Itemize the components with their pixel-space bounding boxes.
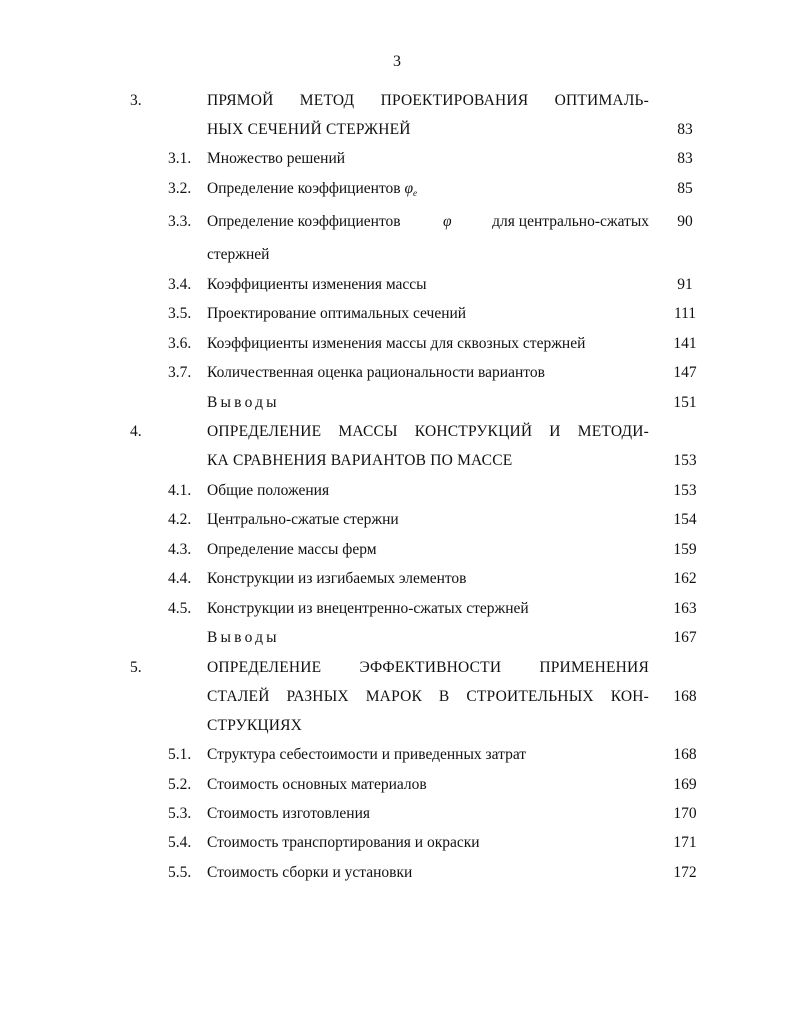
toc-section-4-1[interactable] [0,479,794,503]
page-ref: 154 [673,511,697,528]
page-ref: 167 [673,629,697,646]
section-title [207,177,649,205]
page-ref: 90 [677,213,693,230]
toc-section-3-5[interactable] [0,302,794,326]
page-ref: 169 [673,776,697,793]
page-ref: 171 [673,834,697,851]
page-ref: 153 [673,452,697,469]
chapter-title-line-2: СТАЛЕЙ РАЗНЫХ МАРОК В СТРОИТЕЛЬНЫХ КОН- [207,688,649,705]
section-title: Конструкции из изгибаемых элементов [207,570,467,587]
section-number: 3.7. [168,364,192,381]
toc-chapter-5[interactable] [0,656,794,680]
section-title: Определение массы ферм [207,541,377,558]
section-number: 5.5. [168,864,192,881]
toc-section-4-2[interactable] [0,508,794,532]
section-title: Центрально-сжатые стержни [207,511,399,528]
phi-symbol: φ [404,180,414,197]
section-number: 5.3. [168,805,192,822]
toc-section-4-3[interactable] [0,538,794,562]
section-title: Общие положения [207,482,330,499]
toc-section-3-4[interactable] [0,273,794,297]
toc-section-4-4[interactable] [0,567,794,591]
chapter-number: 5. [130,659,142,676]
section-number: 5.4. [168,834,192,851]
section-number: 3.1. [168,150,192,167]
page-ref: 83 [677,121,693,138]
phi-symbol: φ [443,213,452,230]
toc-section-3-2[interactable] [0,177,794,201]
section-number: 4.1. [168,482,192,499]
page-ref: 168 [673,688,697,705]
page-ref: 170 [673,805,697,822]
section-title: Количественная оценка рациональности вариантов [207,364,545,381]
page-ref: 159 [673,541,697,558]
page-ref: 85 [677,180,693,197]
toc-section-5-4[interactable] [0,831,794,855]
page-ref: 83 [677,150,693,167]
toc-chapter-4-cont[interactable] [0,449,794,473]
toc-section-5-3[interactable] [0,802,794,826]
page-ref: 111 [673,305,697,322]
page-ref: 141 [673,335,697,352]
toc-section-5-5[interactable] [0,861,794,885]
toc-chapter-3-cont[interactable] [0,118,794,142]
section-number: 3.6. [168,335,192,352]
toc-conclusions-3[interactable] [0,391,794,415]
section-number: 3.4. [168,276,192,293]
section-title: Стоимость основных материалов [207,776,427,793]
page-ref: 151 [673,394,697,411]
section-number: 4.5. [168,600,192,617]
toc-section-3-3-cont[interactable] [0,243,794,267]
section-title-part-b: для центрально-сжатых [492,213,649,230]
section-title: Коэффициенты изменения массы для сквозных стержней [207,335,586,352]
section-number: 4.4. [168,570,192,587]
section-number: 3.3. [168,213,192,230]
section-title: Стоимость изготовления [207,805,370,822]
section-title: Структура себестоимости и приведенных затрат [207,746,527,763]
chapter-title-line-1: ОПРЕДЕЛЕНИЕ МАССЫ КОНСТРУКЦИЙ И МЕТОДИ- [207,423,649,440]
toc-section-4-5[interactable] [0,597,794,621]
chapter-title-line-1: ОПРЕДЕЛЕНИЕ ЭФФЕКТИВНОСТИ ПРИМЕНЕНИЯ [207,659,649,676]
page-number: 3 [393,53,401,70]
section-title: Коэффициенты изменения массы [207,276,427,293]
chapter-title-line-3: СТРУКЦИЯХ [207,717,303,734]
section-number: 3.5. [168,305,192,322]
phi-subscript: e [413,188,418,198]
toc-section-3-6[interactable] [0,332,794,356]
section-number: 5.2. [168,776,192,793]
section-title: Конструкции из внецентренно-сжатых стержней [207,600,529,617]
toc-chapter-5-cont-2[interactable] [0,714,794,738]
page-ref: 153 [673,482,697,499]
toc-chapter-4[interactable] [0,420,794,444]
conclusions-title: Выводы [207,629,280,646]
chapter-number: 4. [130,423,142,440]
toc-section-3-1[interactable] [0,147,794,171]
section-title: Стоимость транспортирования и окраски [207,834,480,851]
toc-section-3-3[interactable] [0,210,794,234]
conclusions-title: Выводы [207,394,280,411]
toc-section-5-2[interactable] [0,773,794,797]
section-number: 4.3. [168,541,192,558]
page-ref: 163 [673,600,697,617]
section-title: Множество решений [207,150,346,167]
page-ref: 91 [677,276,693,293]
toc-section-5-1[interactable] [0,743,794,767]
page-ref: 162 [673,570,697,587]
section-number: 5.1. [168,746,192,763]
section-number: 4.2. [168,511,192,528]
chapter-title-line-1: ПРЯМОЙ МЕТОД ПРОЕКТИРОВАНИЯ ОПТИМАЛЬ- [207,92,649,109]
section-title-part-a: Определение коэффициентов [207,213,401,230]
page-ref: 147 [673,364,697,381]
section-title-text: Определение коэффициентов [207,180,401,197]
section-title: Проектирование оптимальных сечений [207,305,467,322]
page-ref: 172 [673,864,697,881]
section-title-line-2: стержней [207,246,270,263]
section-title: Стоимость сборки и установки [207,864,413,881]
chapter-title-line-2: КА СРАВНЕНИЯ ВАРИАНТОВ ПО МАССЕ [207,452,513,469]
section-number: 3.2. [168,180,192,197]
toc-chapter-5-cont[interactable] [0,685,794,709]
toc-chapter-3[interactable] [0,89,794,113]
chapter-number: 3. [130,92,142,109]
toc-section-3-7[interactable] [0,361,794,385]
toc-conclusions-4[interactable] [0,626,794,650]
page-ref: 168 [673,746,697,763]
chapter-title-line-2: НЫХ СЕЧЕНИЙ СТЕРЖНЕЙ [207,121,411,138]
